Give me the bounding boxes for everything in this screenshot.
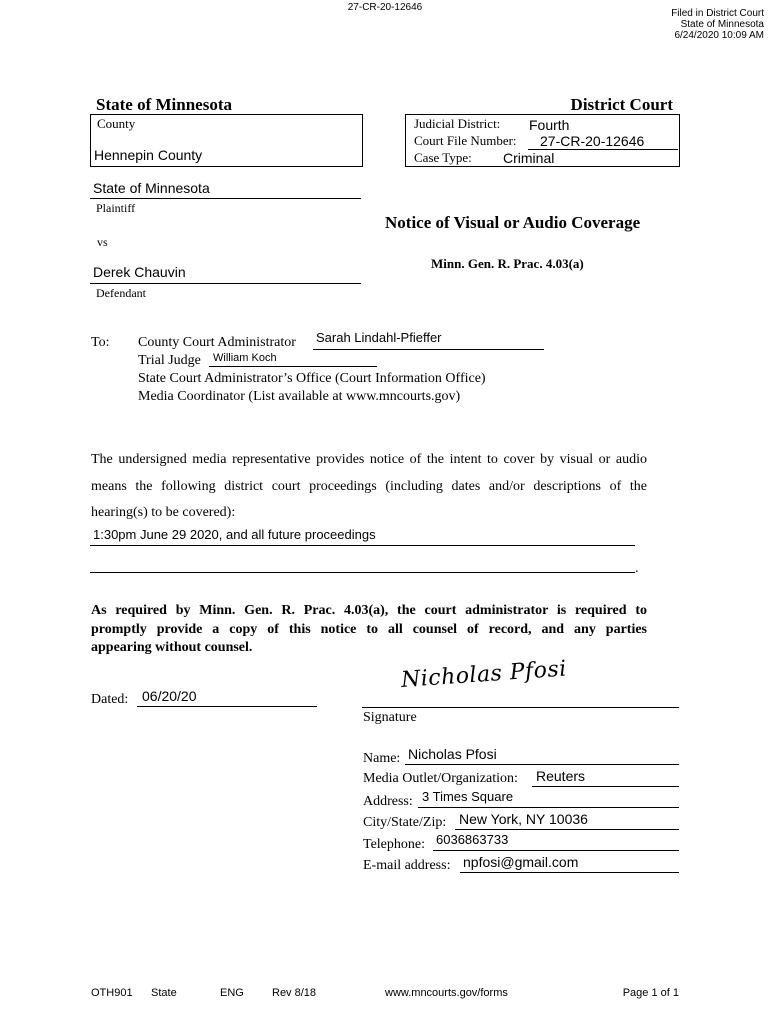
hearing-underline-2 [90, 572, 635, 573]
address-underline [418, 807, 679, 808]
judge-label: Trial Judge [138, 353, 201, 368]
signature-image: Nicholas Pfosi [400, 656, 568, 693]
county-label: County [97, 116, 136, 131]
court-title: District Court [570, 95, 673, 114]
filed-stamp-line: Filed in District Court [671, 8, 764, 19]
footer-state: State [151, 987, 177, 999]
case-type-field[interactable]: Criminal [503, 150, 555, 166]
admin-label: County Court Administrator [138, 335, 296, 350]
phone-label: Telephone: [363, 837, 425, 852]
footer-url: www.mncourts.gov/forms [385, 987, 508, 999]
filed-stamp [671, 8, 764, 41]
body-paragraph-line: The undersigned media representative provides notice of the intent to cover by visual or audio [91, 452, 647, 467]
judge-field[interactable]: William Koch [213, 352, 277, 364]
name-underline [405, 764, 679, 765]
hearing-underline [90, 545, 635, 546]
dated-label: Dated: [91, 692, 129, 707]
vs-label: vs [97, 235, 108, 249]
body-paragraph-line: hearing(s) to be covered): [91, 505, 236, 520]
filed-stamp-line: State of Minnesota [680, 19, 764, 30]
email-label: E-mail address: [363, 858, 451, 873]
judge-underline [209, 366, 377, 367]
court-file-label: Court File Number: [414, 133, 517, 148]
case-number-header: 27-CR-20-12646 [347, 2, 423, 13]
defendant-underline [90, 283, 361, 284]
address-label: Address: [363, 794, 413, 809]
bold-notice-line: appearing without counsel. [91, 640, 253, 655]
notice-rule: Minn. Gen. R. Prac. 4.03(a) [431, 256, 584, 271]
phone-field[interactable]: 6036863733 [436, 832, 509, 847]
address-field[interactable]: 3 Times Square [422, 789, 514, 804]
bold-notice-line: promptly provide a copy of this notice to all counsel of record, and any parties [91, 622, 647, 637]
outlet-label: Media Outlet/Organization: [363, 771, 518, 786]
admin-underline [313, 349, 544, 350]
to-line-court-office: State Court Administrator’s Office (Court Information Office) [138, 371, 486, 386]
footer-page-number: Page 1 of 1 [622, 987, 679, 999]
footer-revision: Rev 8/18 [272, 987, 317, 999]
county-field[interactable]: Hennepin County [94, 147, 203, 163]
name-field[interactable]: Nicholas Pfosi [408, 746, 497, 762]
hearing-period: . [635, 561, 639, 576]
city-underline [455, 829, 679, 830]
city-label: City/State/Zip: [363, 815, 447, 830]
court-file-field[interactable]: 27-CR-20-12646 [540, 133, 645, 149]
outlet-underline [532, 786, 679, 787]
email-field[interactable]: npfosi@gmail.com [463, 854, 579, 870]
defendant-field[interactable]: Derek Chauvin [93, 264, 186, 280]
signature-label: Signature [363, 710, 417, 725]
city-field[interactable]: New York, NY 10036 [459, 811, 588, 827]
body-paragraph-line: means the following district court proceedings (including dates and/or descriptions of the [91, 479, 647, 494]
hearing-field[interactable]: 1:30pm June 29 2020, and all future proceedings [93, 527, 376, 542]
state-title: State of Minnesota [96, 95, 232, 114]
dated-underline [137, 706, 317, 707]
notice-title: Notice of Visual or Audio Coverage [385, 213, 641, 232]
filed-stamp-line: 6/24/2020 10:09 AM [674, 30, 764, 41]
name-label: Name: [363, 751, 401, 766]
footer-form-id: OTH901 [91, 987, 133, 999]
plaintiff-field[interactable]: State of Minnesota [93, 180, 210, 196]
defendant-label: Defendant [96, 286, 146, 300]
to-label: To: [91, 335, 110, 350]
signature-underline [362, 707, 679, 708]
admin-field[interactable]: Sarah Lindahl-Pfieffer [316, 330, 442, 345]
email-underline [460, 872, 679, 873]
outlet-field[interactable]: Reuters [536, 768, 586, 784]
to-line-media-coordinator: Media Coordinator (List available at www.mncourts.gov) [138, 389, 461, 404]
plaintiff-underline [90, 198, 361, 199]
judicial-district-label: Judicial District: [414, 116, 501, 131]
dated-field[interactable]: 06/20/20 [142, 688, 197, 704]
case-type-label: Case Type: [414, 150, 472, 165]
judicial-district-field[interactable]: Fourth [529, 117, 570, 133]
footer-language: ENG [220, 987, 244, 999]
plaintiff-label: Plaintiff [96, 201, 136, 215]
phone-underline [433, 850, 679, 851]
bold-notice-line: As required by Minn. Gen. R. Prac. 4.03(a), the court administrator is required to [91, 603, 647, 618]
